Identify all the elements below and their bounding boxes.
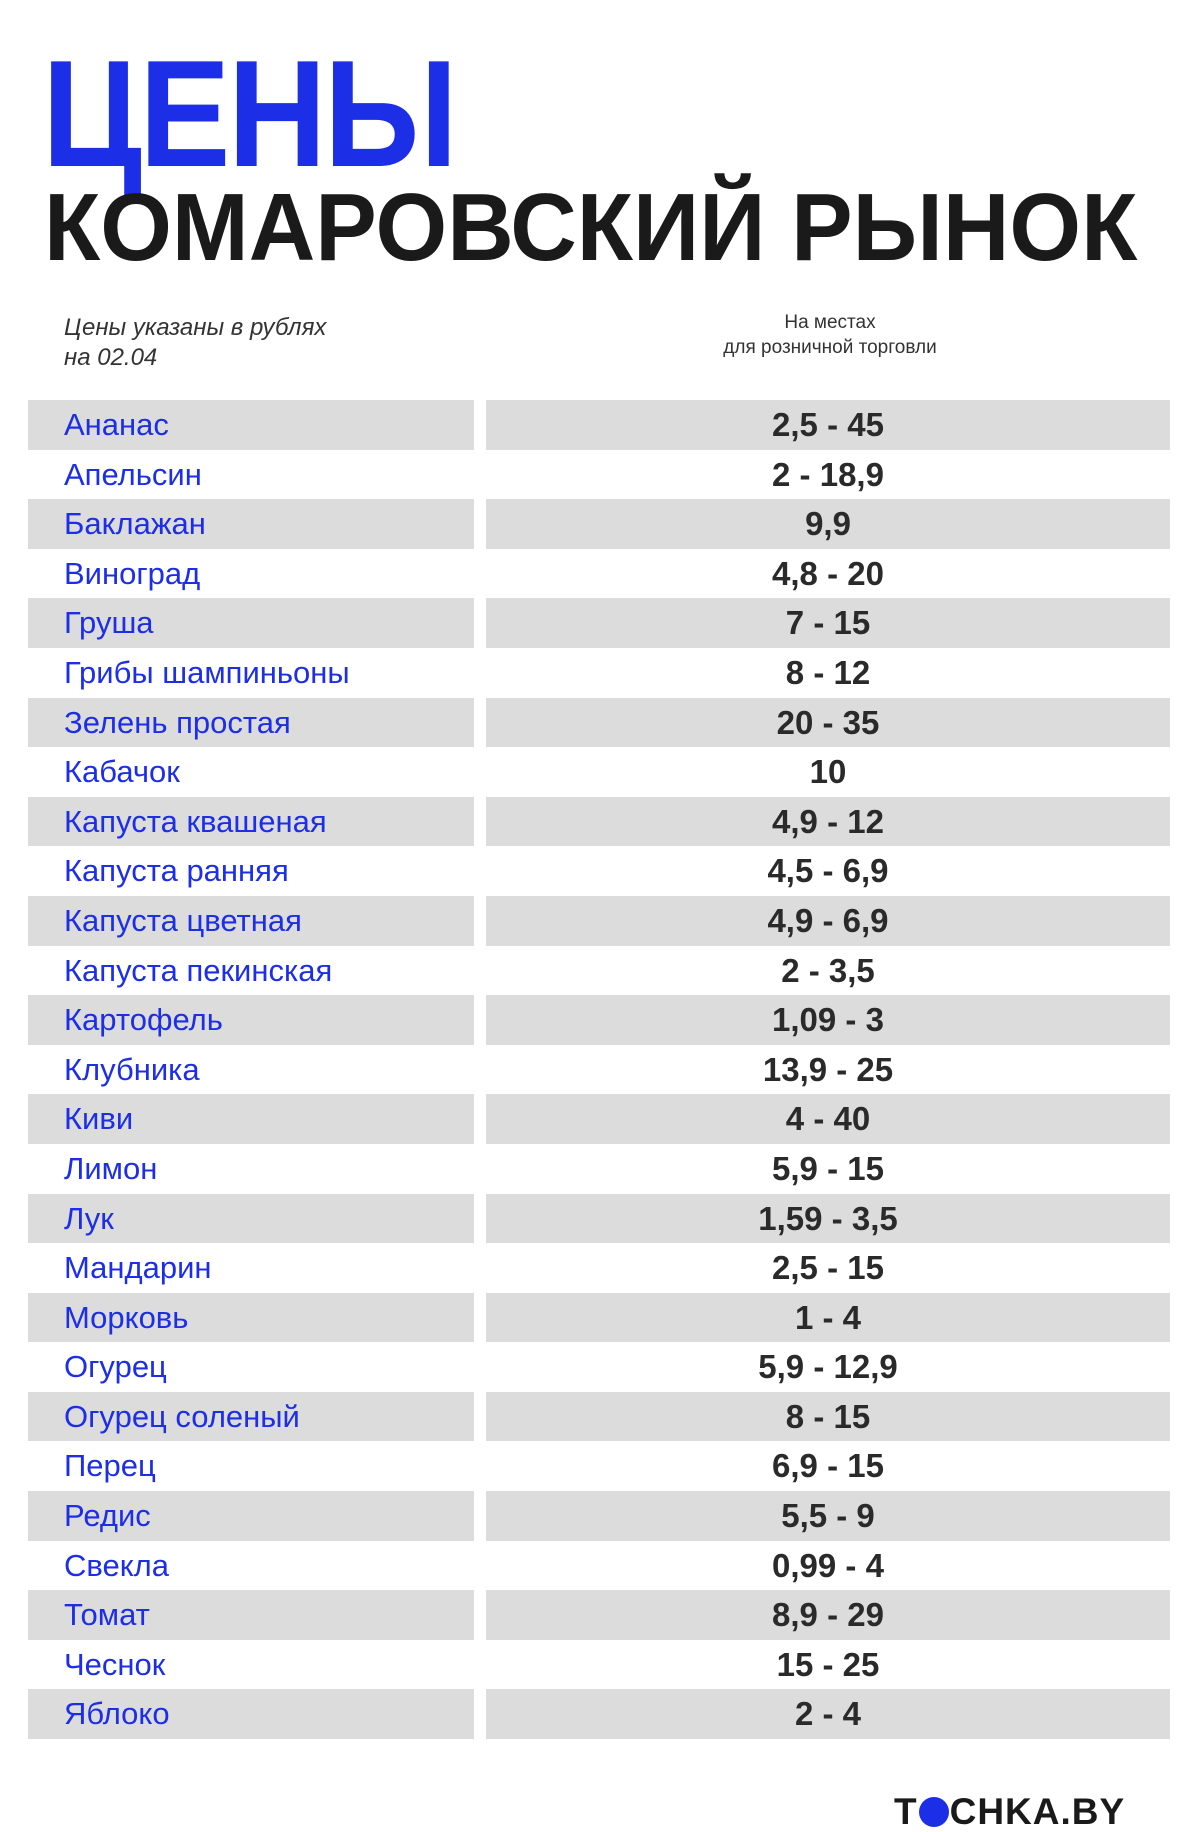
table-row — [28, 648, 1170, 698]
price-range: 0,99 - 4 — [772, 1546, 884, 1584]
product-name: Капуста пекинская — [64, 952, 333, 988]
table-row — [28, 698, 1170, 748]
page-title: ЦЕНЫ — [42, 29, 456, 199]
product-name: Томат — [28, 1590, 474, 1640]
table-row — [28, 1243, 1170, 1293]
price-range: 10 — [809, 753, 847, 791]
price-range: 9,9 — [486, 499, 1170, 549]
market-name: КОМАРОВСКИЙ РЫНОК — [44, 174, 1138, 281]
price-range: 4,9 - 6,9 — [486, 896, 1170, 946]
table-row — [28, 1640, 1170, 1690]
table-row — [28, 549, 1170, 599]
table-row — [28, 797, 1170, 847]
product-name: Баклажан — [28, 499, 474, 549]
price-range: 4 - 40 — [486, 1094, 1170, 1144]
product-name: Редис — [28, 1491, 474, 1541]
price-note — [64, 313, 326, 373]
product-name: Зелень простая — [28, 698, 474, 748]
table-row — [28, 1045, 1170, 1095]
product-name: Апельсин — [64, 456, 202, 492]
price-range: 4,9 - 12 — [486, 797, 1170, 847]
product-name: Грибы шампиньоны — [64, 654, 350, 690]
table-row — [28, 1342, 1170, 1392]
product-name: Капуста цветная — [28, 896, 474, 946]
table-row — [28, 896, 1170, 946]
product-name: Перец — [64, 1448, 156, 1484]
product-name: Огурец — [64, 1349, 167, 1385]
price-range: 5,9 - 12,9 — [758, 1348, 898, 1386]
price-range: 1,09 - 3 — [486, 995, 1170, 1045]
product-name: Ананас — [28, 400, 474, 450]
product-name: Кабачок — [64, 754, 180, 790]
price-table — [28, 400, 1170, 1739]
price-range: 8 - 12 — [785, 653, 871, 691]
table-row — [28, 1094, 1170, 1144]
product-name: Морковь — [28, 1293, 474, 1343]
table-row — [28, 747, 1170, 797]
price-range: 4,5 - 6,9 — [767, 852, 889, 890]
table-row — [28, 1293, 1170, 1343]
product-name: Виноград — [64, 555, 201, 591]
table-row — [28, 499, 1170, 549]
table-row — [28, 450, 1170, 500]
table-row — [28, 995, 1170, 1045]
date-note: на 02.04 — [64, 344, 158, 371]
price-range: 2,5 - 45 — [486, 400, 1170, 450]
table-row — [28, 1392, 1170, 1442]
table-row — [28, 1144, 1170, 1194]
price-range: 20 - 35 — [486, 698, 1170, 748]
table-row — [28, 598, 1170, 648]
table-row — [28, 1590, 1170, 1640]
product-name: Яблоко — [28, 1689, 474, 1739]
table-row — [28, 846, 1170, 896]
product-name: Свекла — [64, 1547, 169, 1583]
price-column-header — [680, 310, 980, 360]
price-range: 2,5 - 15 — [772, 1249, 884, 1287]
product-name: Лук — [28, 1194, 474, 1244]
price-range: 15 - 25 — [776, 1645, 880, 1683]
column-header-line-1: На местах — [784, 312, 876, 333]
product-name: Клубника — [64, 1051, 200, 1087]
table-row — [28, 400, 1170, 450]
price-range: 5,9 - 15 — [772, 1149, 884, 1187]
product-name: Капуста квашеная — [28, 797, 474, 847]
price-range: 6,9 - 15 — [772, 1447, 884, 1485]
logo-text-end: CHKA.BY — [949, 1791, 1126, 1832]
price-range: 4,8 - 20 — [772, 554, 884, 592]
table-row — [28, 1689, 1170, 1739]
price-range: 1 - 4 — [486, 1293, 1170, 1343]
price-range: 2 - 4 — [486, 1689, 1170, 1739]
price-range: 2 - 18,9 — [772, 455, 884, 493]
column-header-line-2: для розничной торговли — [723, 337, 937, 358]
product-name: Груша — [28, 598, 474, 648]
product-name: Огурец соленый — [28, 1392, 474, 1442]
product-name: Капуста ранняя — [64, 853, 289, 889]
product-name: Чеснок — [64, 1646, 166, 1682]
brand-logo — [894, 1792, 1125, 1832]
price-range: 2 - 3,5 — [781, 951, 875, 989]
table-row — [28, 1541, 1170, 1591]
product-name: Картофель — [28, 995, 474, 1045]
product-name: Лимон — [64, 1150, 158, 1186]
logo-dot-icon — [919, 1797, 949, 1827]
currency-note: Цены указаны в рублях — [64, 314, 327, 341]
price-range: 8,9 - 29 — [486, 1590, 1170, 1640]
price-range: 13,9 - 25 — [762, 1050, 894, 1088]
table-row — [28, 1491, 1170, 1541]
logo-text-start: T — [894, 1791, 918, 1832]
price-range: 1,59 - 3,5 — [486, 1194, 1170, 1244]
table-row — [28, 1194, 1170, 1244]
table-row — [28, 1441, 1170, 1491]
product-name: Киви — [28, 1094, 474, 1144]
product-name: Мандарин — [64, 1250, 212, 1286]
price-range: 7 - 15 — [486, 598, 1170, 648]
table-row — [28, 946, 1170, 996]
price-range: 5,5 - 9 — [486, 1491, 1170, 1541]
price-range: 8 - 15 — [486, 1392, 1170, 1442]
